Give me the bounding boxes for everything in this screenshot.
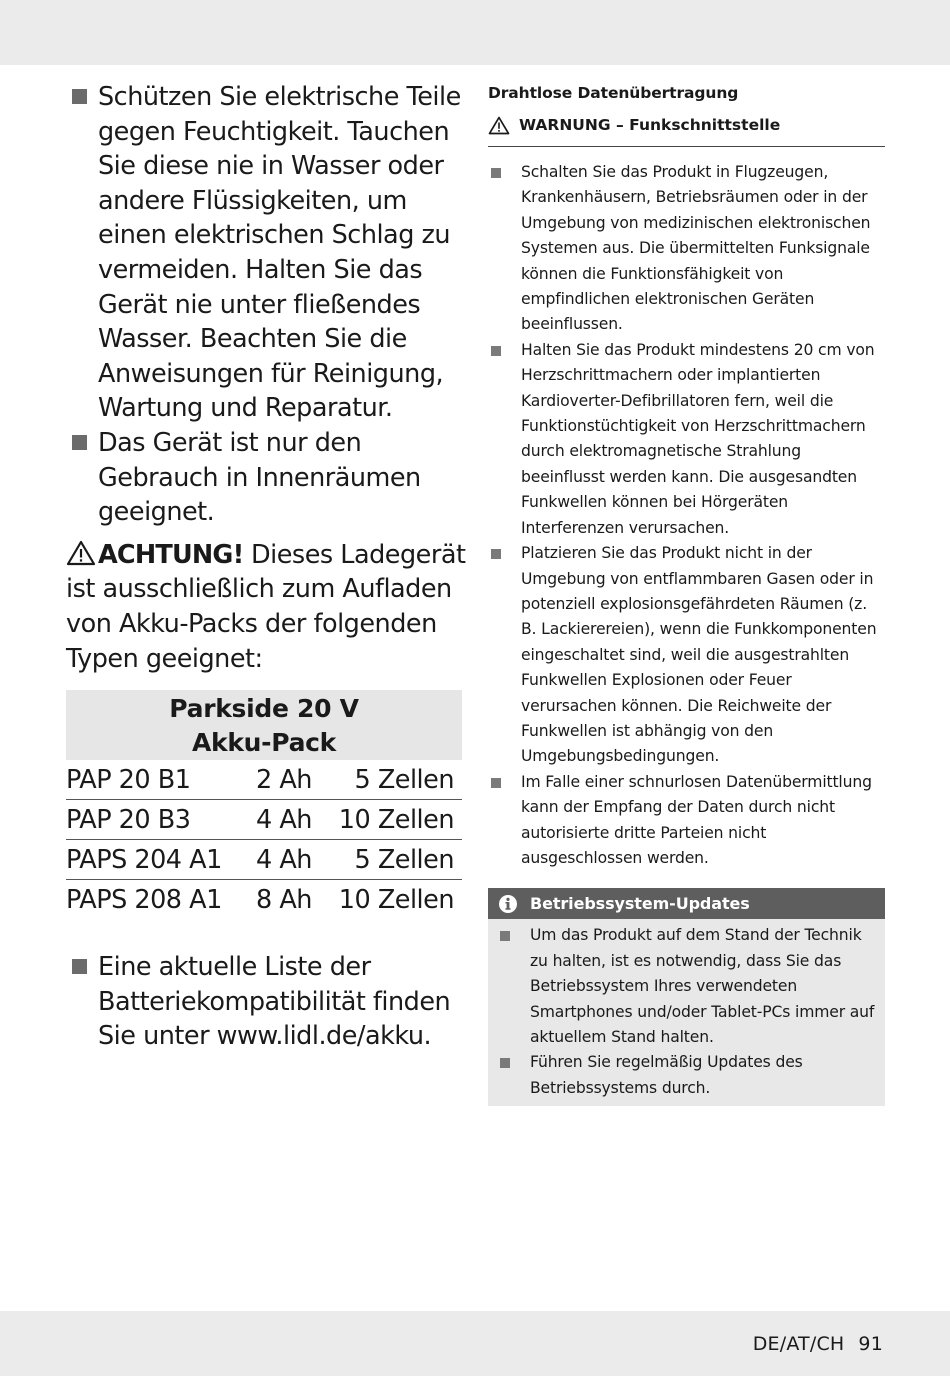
info-box	[488, 888, 885, 1106]
bullet-text: Das Gerät ist nur den Gebrauch in Innenräumen geeignet.	[98, 427, 421, 528]
table-row	[66, 760, 462, 800]
warning-label: ACHTUNG!	[98, 539, 244, 570]
heading-line-1: Parkside 20 V	[169, 694, 359, 724]
square-bullet-icon	[72, 435, 87, 450]
list-item	[488, 541, 885, 770]
list-item	[488, 338, 885, 541]
list-item	[497, 1050, 879, 1101]
model-cell: PAPS 204 A1	[66, 844, 222, 875]
model-cell: PAP 20 B3	[66, 804, 191, 835]
page-number: 91	[858, 1333, 883, 1355]
info-icon	[498, 894, 518, 914]
square-bullet-icon	[72, 89, 87, 104]
list-item	[66, 950, 466, 1054]
table-row	[66, 880, 462, 920]
bullet-text: Halten Sie das Produkt mindestens 20 cm von Herzschrittmachern oder implantierten Kardioverter-Defibrillatoren fern, weil die Funktionstüchtigkeit von Herzschrittmachern durch elektromagnetische Strahlung beeinflusst werden kann. Die ausgesandten Funkwellen können bei Hörgeräten Interferenzen verursachen.	[521, 340, 875, 537]
info-box-header	[488, 888, 885, 919]
bullet-text: Eine aktuelle Liste der Batteriekompatibilität finden Sie unter www.lidl.de/akku.	[98, 952, 451, 1052]
capacity-cell: 4 Ah	[256, 844, 312, 875]
model-cell: PAPS 208 A1	[66, 885, 222, 916]
capacity-cell: 2 Ah	[256, 764, 312, 795]
warning-list	[488, 160, 885, 871]
footer-region: DE/AT/CH	[752, 1333, 845, 1355]
cells-cell: 10 Zellen	[338, 804, 454, 835]
bullet-text: Im Falle einer schnurlosen Datenübermittlung kann der Empfang der Daten durch nicht autorisierte dritte Parteien nicht ausgeschlossen werden.	[521, 772, 872, 867]
square-bullet-icon	[491, 168, 501, 178]
bullet-text: Schalten Sie das Produkt in Flugzeugen, Krankenhäusern, Betriebsräumen oder in der Umgebung von medizinischen elektronischen Systemen aus. Die übermittelten Funksignale können die Funktionsfähigkeit von empfindlichen elektronischen Geräten beeinflussen.	[521, 163, 871, 334]
bullet-text: Platzieren Sie das Produkt nicht in der Umgebung von entflammbaren Gasen oder in potenziell explosionsgefährdeten Räumen (z. B. Lackierereien), wenn die Funkkomponenten eingeschaltet sind, weil die ausgestrahlten Funkwellen Explosionen oder Feuer verursachen können. Die Reichweite der Funkwellen ist abhängig von den Umgebungsbedingungen.	[521, 544, 877, 766]
cells-cell: 10 Zellen	[338, 885, 454, 916]
square-bullet-icon	[500, 1058, 510, 1068]
charger-warning	[66, 538, 466, 676]
bullet-text: Führen Sie regelmäßig Updates des Betriebssystems durch.	[530, 1053, 803, 1097]
page-footer	[753, 1333, 883, 1355]
battery-table	[66, 690, 462, 920]
battery-table-heading	[66, 690, 462, 760]
square-bullet-icon	[500, 931, 510, 941]
list-item	[497, 923, 879, 1050]
right-column	[488, 82, 885, 1106]
square-bullet-icon	[491, 549, 501, 559]
warning-heading	[488, 114, 885, 136]
table-row	[66, 840, 462, 880]
model-cell: PAP 20 B1	[66, 764, 191, 795]
capacity-cell: 8 Ah	[256, 885, 312, 916]
section-title: Drahtlose Datenübertragung	[488, 84, 739, 102]
list-item	[66, 426, 466, 530]
cells-cell: 5 Zellen	[354, 844, 454, 875]
warning-title: WARNUNG – Funkschnittstelle	[519, 116, 781, 134]
warning-triangle-icon	[66, 540, 96, 566]
capacity-cell: 4 Ah	[256, 804, 312, 835]
warning-triangle-icon	[488, 116, 510, 135]
square-bullet-icon	[491, 778, 501, 788]
list-item	[488, 160, 885, 338]
bullet-text: Um das Produkt auf dem Stand der Technik zu halten, ist es notwendig, dass Sie das Betriebssystem Ihres verwendeten Smartphones und/oder Tablet-PCs immer auf aktuellem Stand halten.	[530, 926, 875, 1046]
list-item	[488, 770, 885, 872]
list-item	[66, 80, 466, 426]
left-column	[66, 80, 466, 1054]
info-list	[488, 919, 885, 1101]
square-bullet-icon	[72, 959, 87, 974]
warning-text: Dieses Ladegerät ist ausschließlich zum Aufladen von Akku-Packs der folgenden Typen geeignet:	[66, 539, 466, 674]
divider	[488, 146, 885, 147]
heading-line-2: Akku-Pack	[191, 728, 337, 758]
info-box-title: Betriebssystem-Updates	[530, 894, 750, 914]
table-row	[66, 800, 462, 840]
cells-cell: 5 Zellen	[354, 764, 454, 795]
square-bullet-icon	[491, 346, 501, 356]
header-band	[0, 0, 950, 65]
bullet-text: Schützen Sie elektrische Teile gegen Feuchtigkeit. Tauchen Sie diese nie in Wasser oder andere Flüssigkeiten, um einen elektrischen Schlag zu vermeiden. Halten Sie das Gerät nie unter fließendes Wasser. Beachten Sie die Anweisungen für Reinigung, Wartung und Reparatur.	[98, 82, 461, 424]
